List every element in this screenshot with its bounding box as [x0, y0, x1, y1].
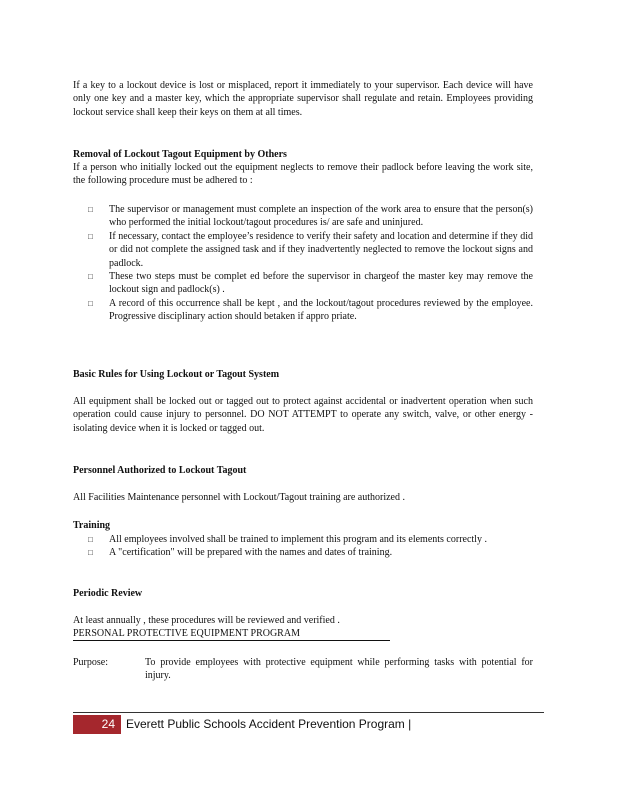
- ppe-heading-underline: [73, 640, 390, 641]
- checkbox-bullet-icon: □: [88, 231, 93, 241]
- removal-heading: Removal of Lockout Tagout Equipment by Others: [73, 149, 287, 160]
- checkbox-bullet-icon: □: [88, 548, 93, 558]
- training-heading: Training: [73, 520, 111, 531]
- basic-rules-heading: Basic Rules for Using Lockout or Tagout System: [73, 369, 280, 380]
- review-heading: Periodic Review: [73, 588, 143, 599]
- list-item: □ A record of this occurrence shall be kept , and the lockout/tagout procedures reviewed by the employee. Progressive disciplinary action should betaken if appro priate.: [88, 297, 533, 323]
- list-item: □ A "certification" will be prepared with the names and dates of training.: [88, 547, 393, 559]
- personnel-heading: Personnel Authorized to Lockout Tagout: [73, 465, 247, 476]
- list-item: □ All employees involved shall be trained to implement this program and its elements correctly .: [88, 534, 487, 545]
- page-number: 24: [73, 715, 121, 734]
- personnel-paragraph: All Facilities Maintenance personnel with Lockout/Tagout training are authorized .: [73, 492, 405, 503]
- purpose-label: Purpose:: [73, 657, 108, 668]
- checkbox-bullet-icon: □: [88, 205, 93, 214]
- checkbox-bullet-icon: □: [88, 535, 93, 544]
- training-list: [88, 533, 533, 560]
- checkbox-bullet-icon: □: [88, 298, 93, 308]
- removal-list: [88, 203, 533, 324]
- list-item: □ These two steps must be complet ed before the supervisor in chargeof the master key may remove the lockout sign and padlock(s) .: [88, 271, 533, 296]
- review-paragraph: At least annually , these procedures will be reviewed and verified .: [73, 615, 340, 626]
- ppe-heading: PERSONAL PROTECTIVE EQUIPMENT PROGRAM: [73, 628, 300, 639]
- purpose-text: To provide employees with protective equipment while performing tasks with potential for injury.: [145, 657, 533, 682]
- footer-title: Everett Public Schools Accident Prevention Program |: [126, 717, 412, 731]
- list-item: □ If necessary, contact the employee’s residence to verify their safety and location and determine if they did or did not complete the assigned task and if they inadvertently neglected to remove the lockout signs and padlock.: [88, 230, 533, 269]
- intro-paragraph: If a key to a lockout device is lost or misplaced, report it immediately to your supervisor. Each device will have only one key and a master key, which the appropriate supervisor shall regulate and retain. Employees providing lockout service shall keep their keys on them at all times.: [73, 80, 533, 118]
- list-item: □ The supervisor or management must complete an inspection of the work area to ensure that the person(s) who performed the initial lockout/tagout procedures is/ are safe and uninjured.: [88, 204, 533, 229]
- footer-rule: [73, 712, 544, 713]
- checkbox-bullet-icon: □: [88, 272, 93, 282]
- basic-rules-paragraph: All equipment shall be locked out or tagged out to protect against accidental or inadvertent operation when such operation could cause injury to personnel. DO NOT ATTEMPT to operate any switch, valve, or other energy -isolating device when it is locked or tagged out.: [73, 396, 533, 434]
- removal-intro: If a person who initially locked out the equipment neglects to remove their padlock before leaving the work site, the following procedure must be adhered to :: [73, 162, 533, 187]
